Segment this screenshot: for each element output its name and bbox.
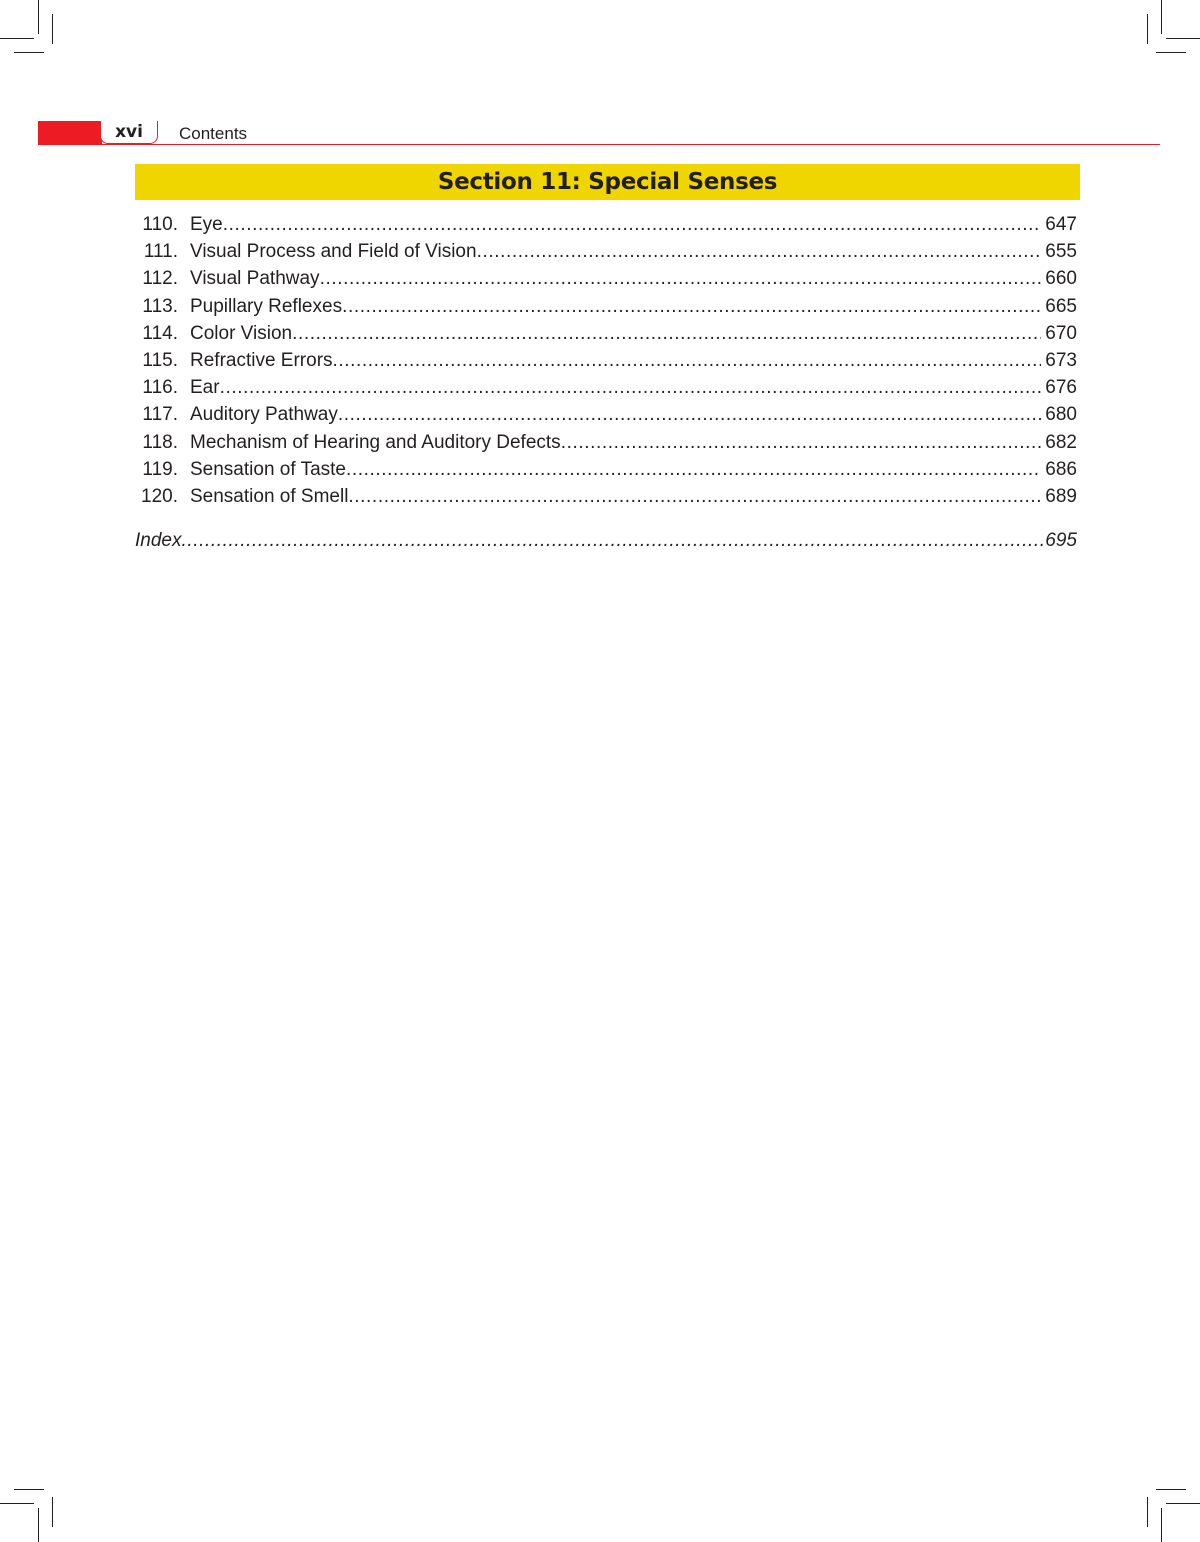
dot-leader bbox=[342, 293, 1041, 320]
toc-entry-number: 116. bbox=[142, 377, 178, 399]
crop-mark bbox=[1156, 52, 1186, 53]
dot-leader bbox=[181, 527, 1045, 554]
toc-index-entry[interactable] bbox=[135, 527, 1077, 554]
crop-mark bbox=[14, 52, 44, 53]
crop-mark bbox=[1166, 38, 1200, 39]
toc-entry-page: 682 bbox=[1045, 431, 1077, 453]
toc-entry-number: 119. bbox=[142, 458, 178, 480]
toc-entry[interactable] bbox=[135, 374, 1077, 401]
toc-entry[interactable] bbox=[135, 347, 1077, 374]
crop-mark bbox=[1161, 1508, 1162, 1542]
crop-mark bbox=[38, 1508, 39, 1542]
toc-entry-page: 655 bbox=[1045, 241, 1077, 263]
toc-entry-page: 665 bbox=[1045, 295, 1077, 317]
running-title: Contents bbox=[179, 124, 248, 143]
toc-entry-title: Ear bbox=[190, 377, 220, 399]
crop-mark bbox=[52, 1497, 53, 1527]
dot-leader bbox=[292, 320, 1041, 347]
toc-entry[interactable] bbox=[135, 211, 1077, 238]
toc-entry-number: 113. bbox=[142, 295, 178, 317]
toc-list bbox=[135, 211, 1077, 510]
toc-entry-title: Visual Pathway bbox=[190, 268, 320, 290]
crop-mark bbox=[1161, 0, 1162, 34]
toc-entry-page: 676 bbox=[1045, 377, 1077, 399]
toc-entry-title: Auditory Pathway bbox=[190, 404, 338, 426]
toc-entry-number: 115. bbox=[142, 349, 178, 371]
toc-entry-number: 114. bbox=[142, 322, 178, 344]
toc-entry-number: 118. bbox=[142, 431, 178, 453]
header-accent-bar bbox=[38, 121, 102, 145]
toc-entry-page: 673 bbox=[1045, 349, 1077, 371]
crop-mark bbox=[14, 1489, 44, 1490]
dot-leader bbox=[320, 265, 1042, 292]
header-rule bbox=[38, 144, 1160, 145]
toc-entry[interactable] bbox=[135, 265, 1077, 292]
crop-mark bbox=[38, 0, 39, 34]
dot-leader bbox=[561, 429, 1042, 456]
toc-entry-page: 686 bbox=[1045, 458, 1077, 480]
toc-entry-title: Refractive Errors bbox=[190, 349, 333, 371]
toc-entry-number: 112. bbox=[142, 268, 178, 290]
crop-mark bbox=[1147, 14, 1148, 44]
dot-leader bbox=[220, 374, 1042, 401]
page-number: xvi bbox=[100, 121, 158, 144]
toc-entry-number: 111. bbox=[143, 241, 178, 263]
dot-leader bbox=[348, 483, 1041, 510]
toc-entry-page: 689 bbox=[1045, 485, 1077, 507]
toc-entry[interactable] bbox=[135, 293, 1077, 320]
toc-entry-title: Eye bbox=[190, 214, 223, 235]
toc-entry-page: 680 bbox=[1045, 404, 1077, 426]
toc-entry-number: 120. bbox=[141, 485, 178, 507]
toc-entry-number: 117. bbox=[142, 404, 178, 426]
toc-entry-title: Sensation of Smell bbox=[190, 485, 349, 507]
toc-entry[interactable] bbox=[135, 238, 1077, 265]
crop-mark bbox=[0, 1503, 34, 1504]
crop-mark bbox=[52, 14, 53, 44]
toc-entry-page: 670 bbox=[1045, 322, 1077, 344]
crop-mark bbox=[0, 38, 34, 39]
section-title: Section 11: Special Senses bbox=[135, 164, 1080, 200]
crop-mark bbox=[1166, 1503, 1200, 1504]
index-page: 695 bbox=[1045, 530, 1077, 551]
toc-entry-number: 110. bbox=[142, 214, 178, 235]
toc-entry-title: Pupillary Reflexes bbox=[190, 295, 343, 317]
index-title: Index bbox=[135, 530, 182, 551]
toc-entry[interactable] bbox=[135, 483, 1077, 510]
toc-entry-page: 647 bbox=[1045, 214, 1077, 235]
dot-leader bbox=[346, 456, 1041, 483]
toc-entry-title: Color Vision bbox=[190, 322, 293, 344]
toc-entry-title: Mechanism of Hearing and Auditory Defects bbox=[190, 431, 561, 453]
dot-leader bbox=[223, 211, 1042, 238]
crop-mark bbox=[1156, 1489, 1186, 1490]
toc-entry-page: 660 bbox=[1045, 268, 1077, 290]
toc-entry-title: Sensation of Taste bbox=[190, 458, 346, 480]
toc-entry[interactable] bbox=[135, 456, 1077, 483]
crop-mark bbox=[1147, 1497, 1148, 1527]
toc-entry-title: Visual Process and Field of Vision bbox=[190, 241, 477, 263]
toc-entry[interactable] bbox=[135, 401, 1077, 428]
dot-leader bbox=[338, 401, 1041, 428]
dot-leader bbox=[477, 238, 1042, 265]
toc-entry[interactable] bbox=[135, 429, 1077, 456]
dot-leader bbox=[333, 347, 1042, 374]
toc-entry[interactable] bbox=[135, 320, 1077, 347]
